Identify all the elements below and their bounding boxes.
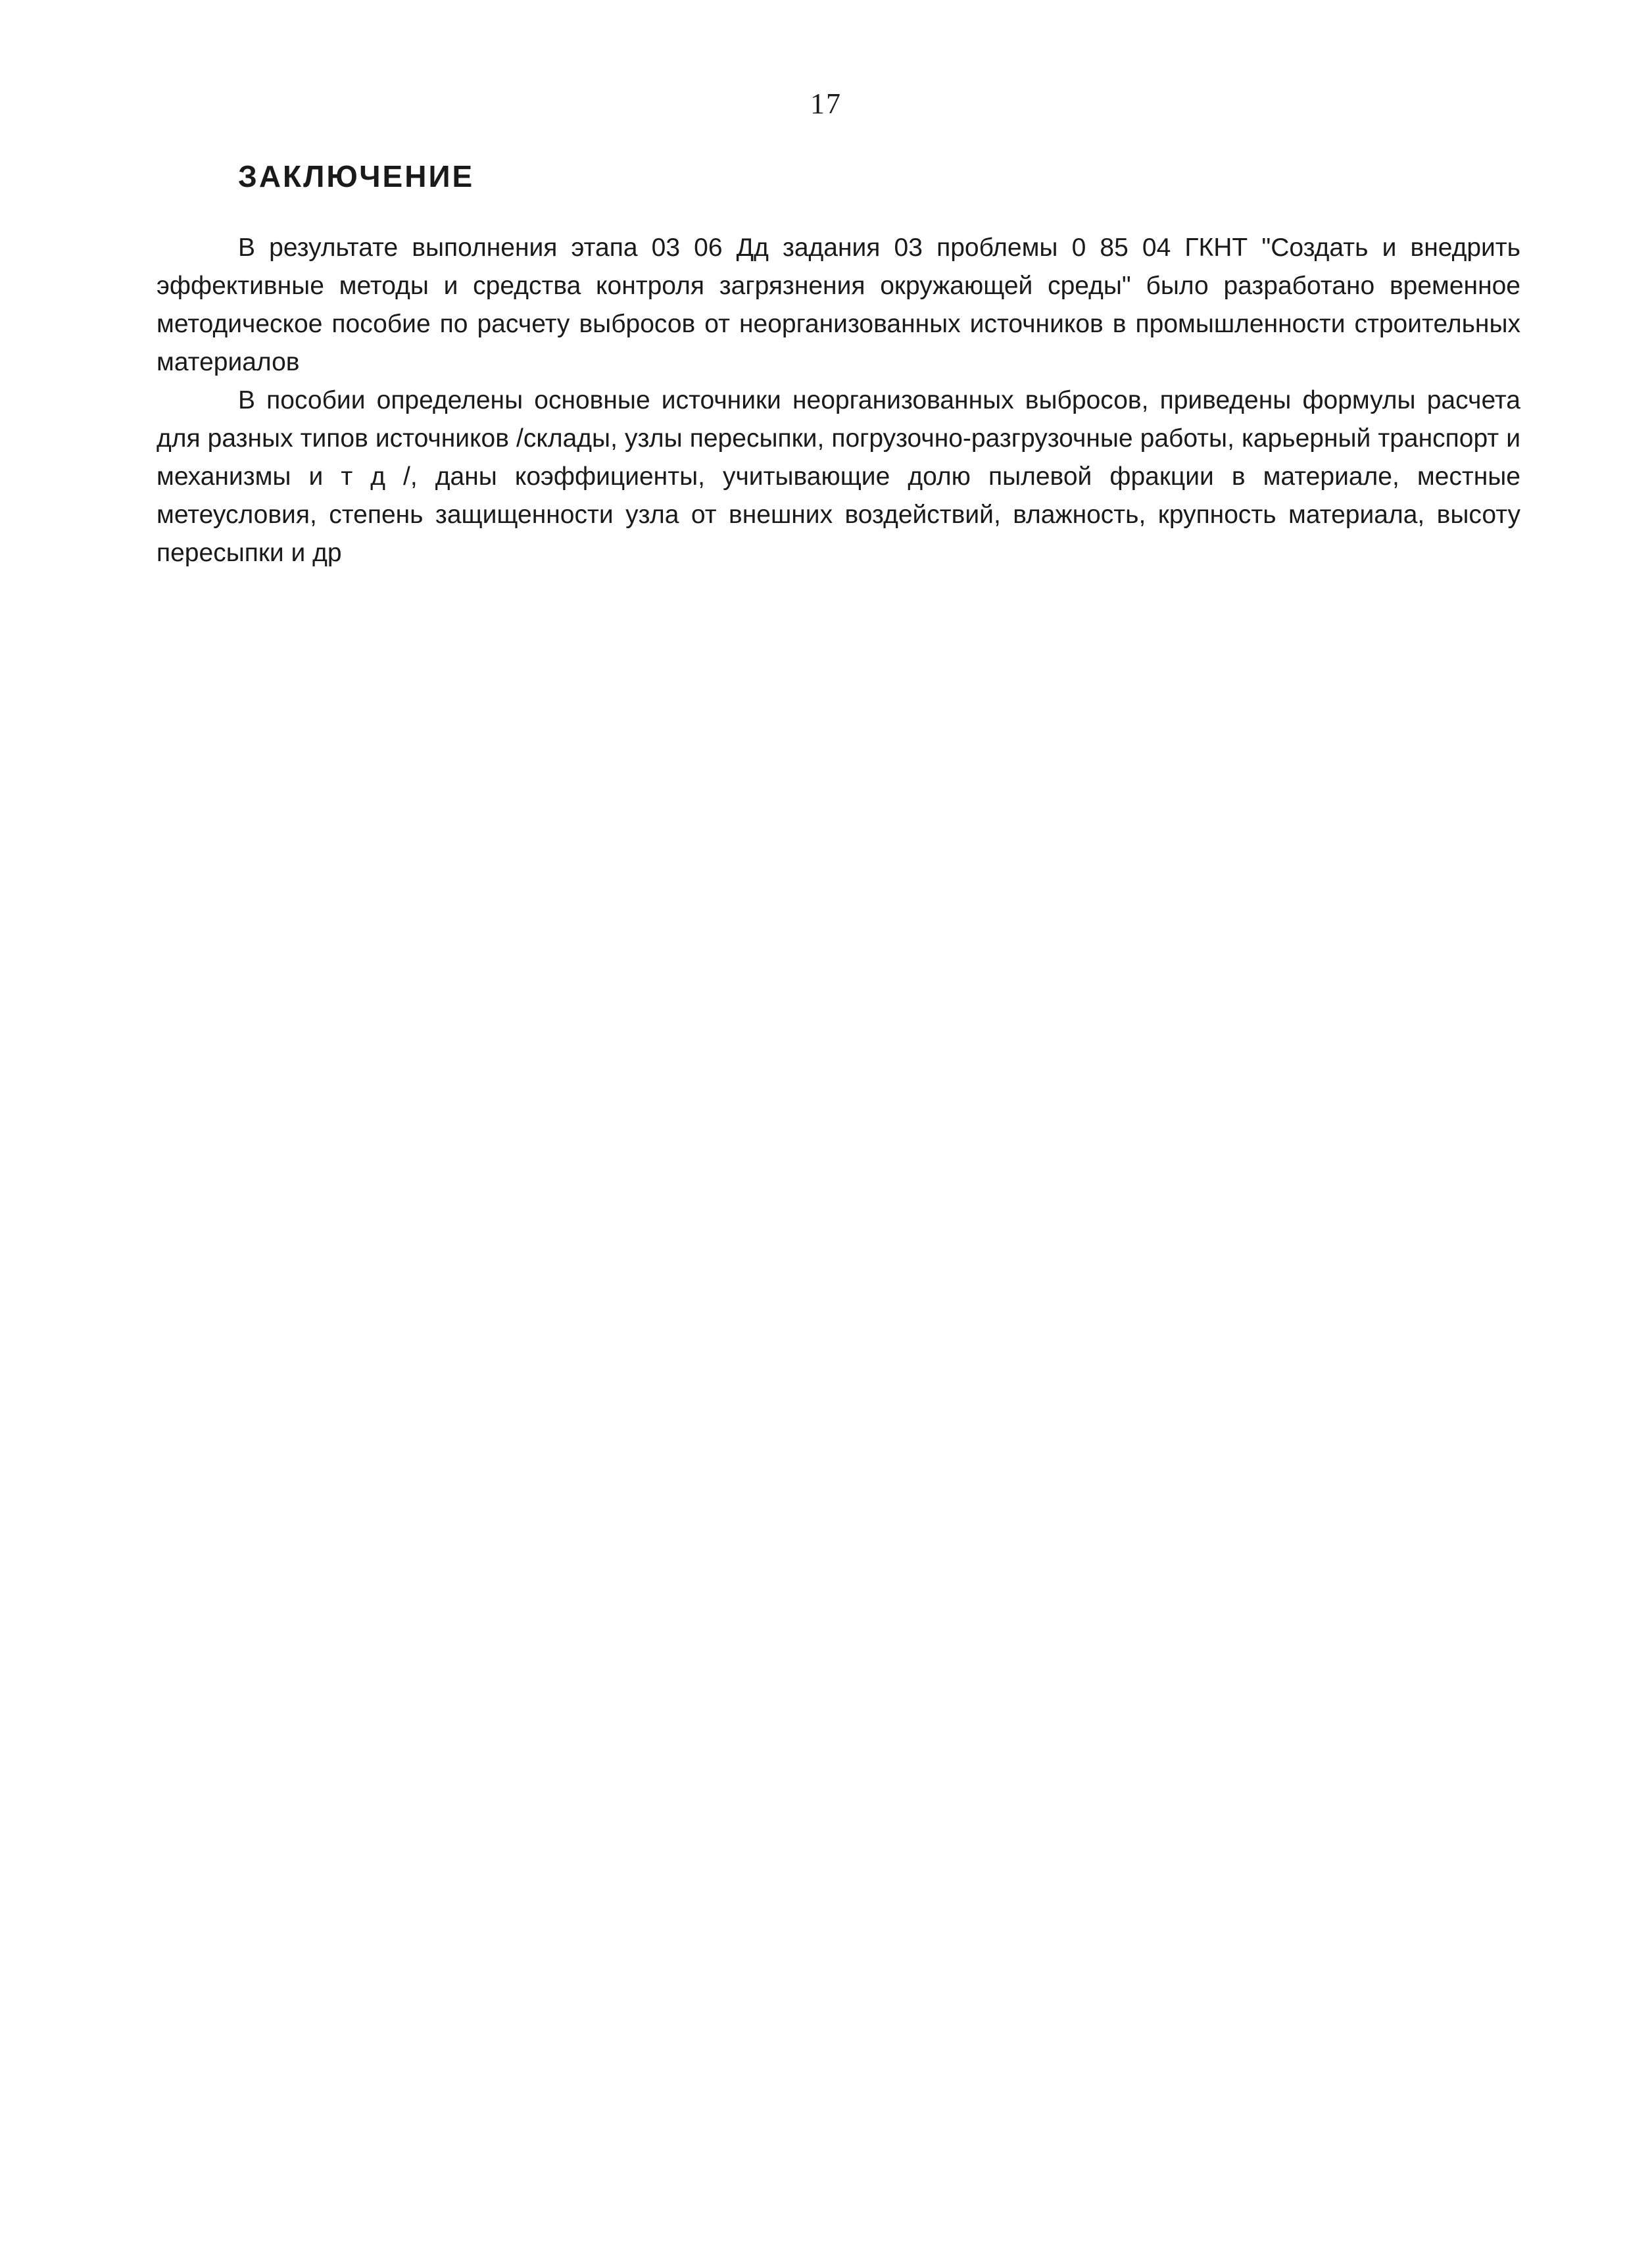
body-text: [157, 229, 1520, 572]
paragraph: В результате выполнения этапа 03 06 Дд задания 03 проблемы 0 85 04 ГКНТ "Создать и внедрить эффективные методы и средства контроля загрязнения окружающей среды" было разработано временное методическое пособие по расчету выбросов от неорганизованных источников в промышленности строительных материалов: [157, 234, 1520, 376]
paragraph: В пособии определены основные источники неорганизованных выбросов, приведены формулы расчета для разных типов источников /склады, узлы пересыпки, погрузочно-разгрузочные работы, карьерный транспорт и механизмы и т д /, даны коэффициенты, учитывающие долю пылевой фракции в материале, местные метеусловия, степень защищенности узла от внешних воздействий, влажность, крупность материала, высоту пересыпки и др: [157, 386, 1520, 567]
section-heading: ЗАКЛЮЧЕНИЕ: [238, 159, 475, 193]
page-number: 17: [810, 87, 842, 120]
